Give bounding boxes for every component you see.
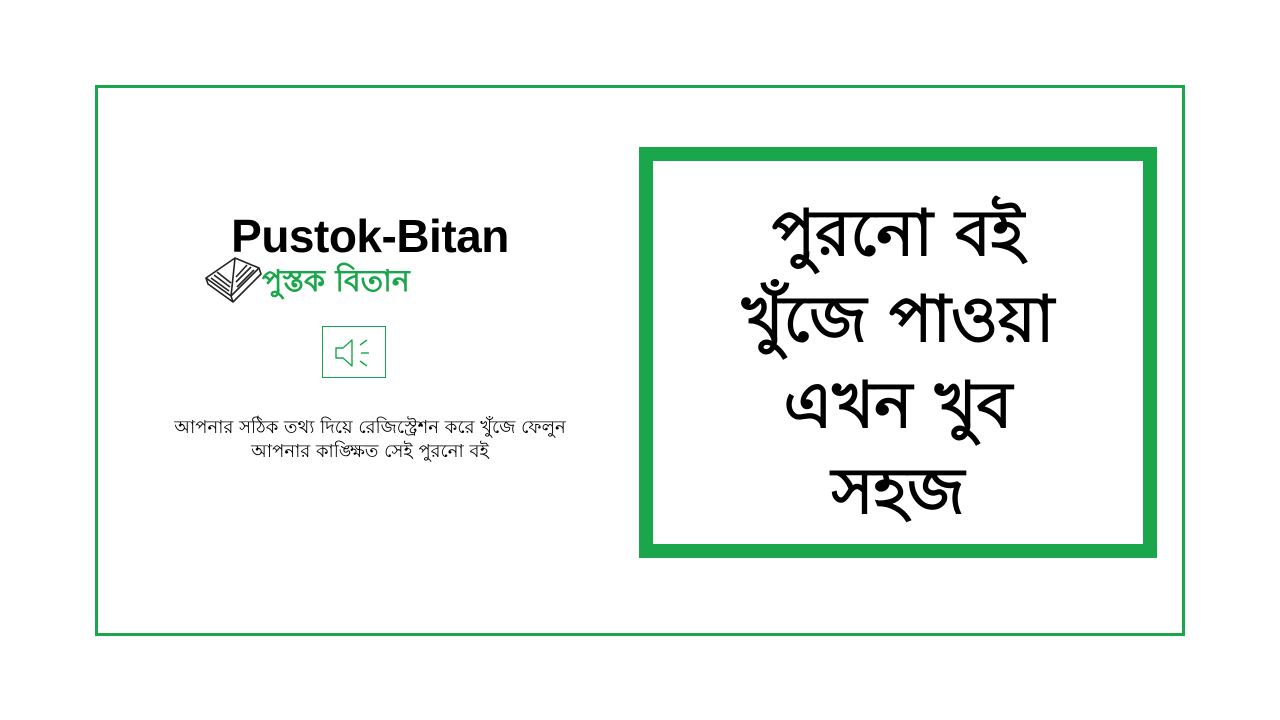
brand-name-english: Pustok-Bitan bbox=[231, 210, 509, 262]
headline-line-1: পুরনো বই bbox=[771, 197, 1025, 271]
headline bbox=[653, 191, 1143, 535]
headline-line-2: খুঁজে পাওয়া bbox=[741, 283, 1055, 357]
registration-description bbox=[100, 416, 640, 464]
description-line-1: আপনার সঠিক তথ্য দিয়ে রেজিস্ট্রেশন করে খুঁজে ফেলুন bbox=[174, 417, 566, 438]
audio-play-button[interactable] bbox=[322, 326, 386, 378]
headline-box bbox=[639, 147, 1157, 558]
brand-name-bengali: পুস্তক বিতান bbox=[262, 264, 410, 299]
speaker-icon bbox=[323, 327, 387, 379]
headline-line-4: সহজ bbox=[831, 455, 965, 529]
headline-line-3: এখন খুব bbox=[783, 369, 1013, 443]
description-line-2: আপনার কাঙ্ক্ষিত সেই পুরনো বই bbox=[251, 441, 489, 462]
open-book-icon bbox=[203, 256, 263, 306]
